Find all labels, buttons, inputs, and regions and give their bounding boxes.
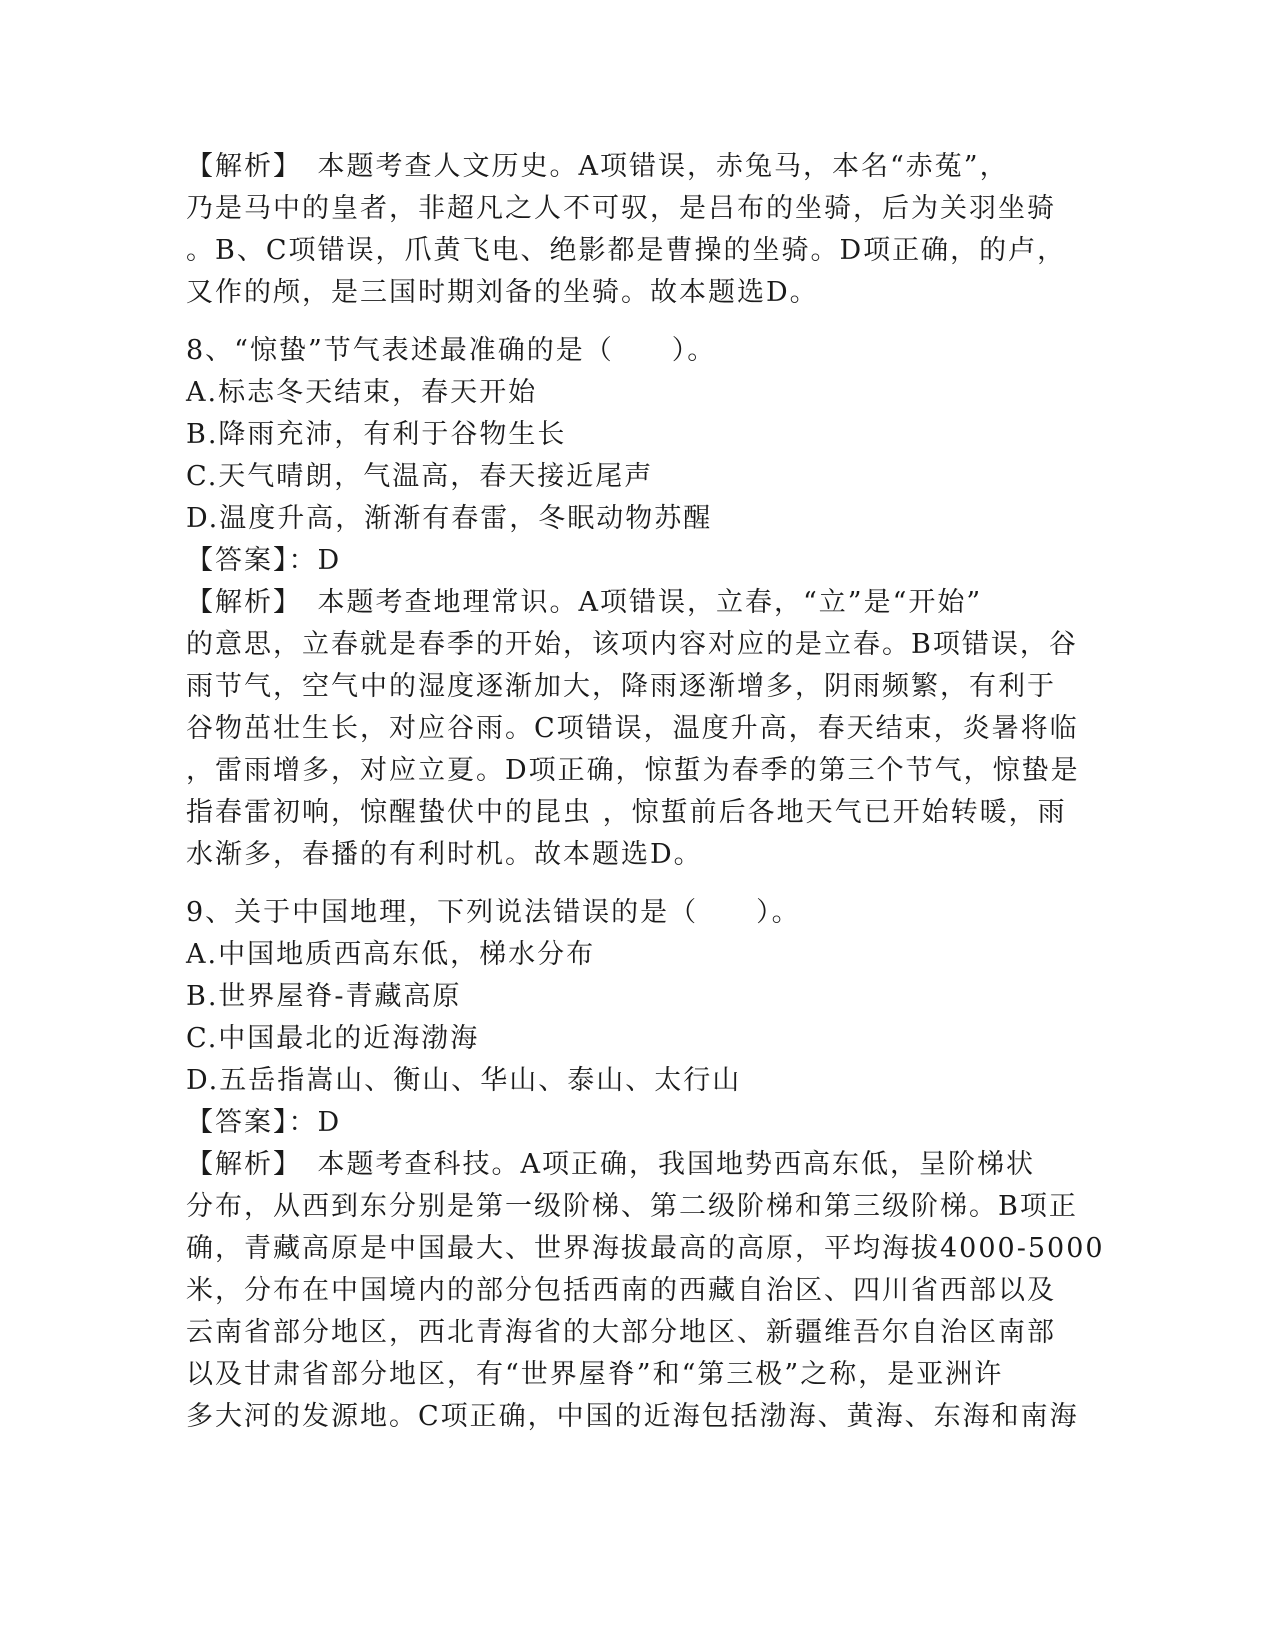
analysis-q7-line-1: 【解析】 本题考查人文历史。A项错误，赤兔马，本名“赤菟”， bbox=[186, 151, 1009, 182]
question-9-option-b: B.世界屋脊-青藏高原 bbox=[186, 981, 462, 1012]
analysis-q9-line-7: 多大河的发源地。C项正确，中国的近海包括渤海、黄海、东海和南海 bbox=[186, 1401, 1079, 1432]
question-9-option-d: D.五岳指嵩山、衡山、华山、泰山、太行山 bbox=[186, 1065, 742, 1096]
analysis-q9-line-4: 米，分布在中国境内的部分包括西南的西藏自治区、四川省西部以及 bbox=[186, 1275, 1056, 1306]
analysis-q7-line-4: 又作的颅，是三国时期刘备的坐骑。故本题选D。 bbox=[186, 277, 819, 308]
question-9-option-a: A.中国地质西高东低，梯水分布 bbox=[186, 939, 596, 970]
question-9-stem: 9、关于中国地理，下列说法错误的是（ ）。 bbox=[186, 897, 801, 928]
analysis-q8-line-5: ，雷雨增多，对应立夏。D项正确，惊蜇为春季的第三个节气，惊蛰是 bbox=[186, 755, 1080, 786]
analysis-q9-line-1: 【解析】 本题考查科技。A项正确，我国地势西高东低，呈阶梯状 bbox=[186, 1149, 1035, 1180]
analysis-q9-line-2: 分布，从西到东分别是第一级阶梯、第二级阶梯和第三级阶梯。B项正 bbox=[186, 1191, 1078, 1222]
question-9-answer: 【答案】：D bbox=[186, 1107, 342, 1138]
question-9-option-c: C.中国最北的近海渤海 bbox=[186, 1023, 480, 1054]
analysis-q9-line-3: 确，青藏高原是中国最大、世界海拔最高的高原，平均海拔4000-5000 bbox=[186, 1233, 1105, 1264]
question-8-option-a: A.标志冬天结束，春天开始 bbox=[186, 377, 538, 408]
question-8-option-b: B.降雨充沛，有利于谷物生长 bbox=[186, 419, 567, 450]
analysis-q8-line-7: 水渐多，春播的有利时机。故本题选D。 bbox=[186, 839, 703, 870]
analysis-q7-line-2: 乃是马中的皇者，非超凡之人不可驭，是吕布的坐骑，后为关羽坐骑 bbox=[186, 193, 1056, 224]
analysis-q8-line-2: 的意思，立春就是春季的开始，该项内容对应的是立春。B项错误，谷 bbox=[186, 629, 1078, 660]
analysis-q9-line-5: 云南省部分地区，西北青海省的大部分地区、新疆维吾尔自治区南部 bbox=[186, 1317, 1056, 1348]
analysis-q8-line-4: 谷物茁壮生长，对应谷雨。C项错误，温度升高，春天结束，炎暑将临 bbox=[186, 713, 1079, 744]
analysis-q8-line-6: 指春雷初响，惊醒蛰伏中的昆虫 ，惊蜇前后各地天气已开始转暖，雨 bbox=[186, 797, 1067, 828]
analysis-q8-line-1: 【解析】 本题考查地理常识。A项错误，立春，“立”是“开始” bbox=[186, 587, 983, 618]
question-8-stem: 8、“惊蛰”节气表述最准确的是（ ）。 bbox=[186, 335, 717, 366]
question-8-option-c: C.天气晴朗，气温高，春天接近尾声 bbox=[186, 461, 654, 492]
analysis-q9-line-6: 以及甘肃省部分地区，有“世界屋脊”和“第三极”之称，是亚洲许 bbox=[186, 1359, 1004, 1390]
question-8-answer: 【答案】：D bbox=[186, 545, 342, 576]
analysis-q8-line-3: 雨节气，空气中的湿度逐渐加大，降雨逐渐增多，阴雨频繁，有利于 bbox=[186, 671, 1056, 702]
question-8-option-d: D.温度升高，渐渐有春雷，冬眠动物苏醒 bbox=[186, 503, 713, 534]
analysis-q7-line-3: 。B、C项错误，爪黄飞电、绝影都是曹操的坐骑。D项正确，的卢， bbox=[186, 235, 1067, 266]
